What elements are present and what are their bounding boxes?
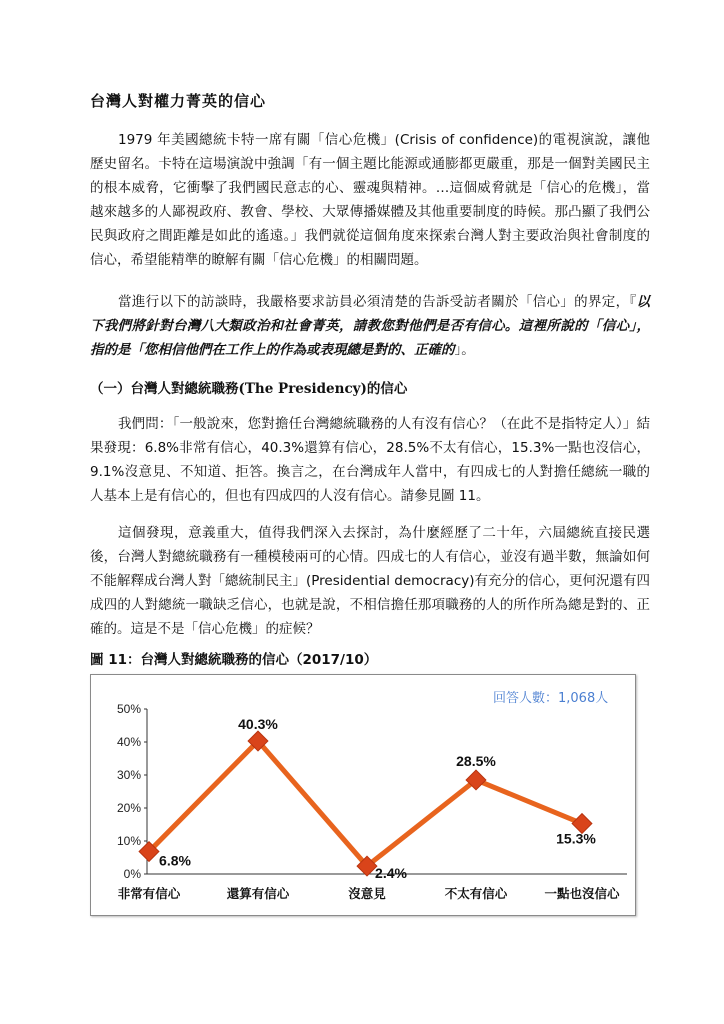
y-tick-label: 50% [116,702,141,716]
y-tick-label: 20% [116,801,141,815]
data-label: 15.3% [556,830,596,847]
definition-emphasis: 以下我們將針對台灣八大類政治和社會菁英，請教您對他們是否有信心。這裡所說的「信心」，指的是「您相信他們在工作上的作為或表現總是對的、正確的 [90,294,650,358]
x-category-label: 不太有信心 [444,886,508,901]
x-category-label: 一點也沒信心 [544,886,620,901]
y-tick-label: 30% [116,768,141,782]
data-label: 40.3% [238,716,278,733]
paragraph-intro: 1979 年美國總統卡特一席有關「信心危機」(Crisis of confidence)的電視演說，讓他歷史留名。卡特在這場演說中強調「有一個主題比能源或通膨都更嚴重，那是一個對美國民主的根本威脅，它衝擊了我們國民意志的心、靈魂與精神。…這個威脅就是「信心的危機」，當越來越多的人鄙視政府、教會、學校、大眾傳播媒體及其他重要制度的時候。那凸顯了我們公民與政府之間距離是如此的遙遠。」我們就從這個角度來探索台灣人對主要政治與社會制度的信心，希望能精準的瞭解有關「信心危機」的相關問題。 [90,132,650,268]
series-line [149,741,582,866]
paragraph-definition [90,290,650,362]
definition-lead: 當進行以下的訪談時，我嚴格要求訪員必須清楚的告訴受訪者關於「信心」的界定，『 [118,294,637,310]
y-tick-label: 10% [116,834,141,848]
y-tick-label: 40% [116,735,141,749]
figure-caption: 圖 11：台灣人對總統職務的信心（2017/10） [90,652,378,668]
article-title: 台灣人對權力菁英的信心 [90,92,267,110]
section-heading: （一）台灣人對總統職務(The Presidency)的信心 [90,381,408,397]
chart-frame [90,674,636,916]
data-label: 6.8% [159,852,191,869]
definition-end: 」。 [454,342,475,358]
y-tick-label: 0% [123,867,141,881]
paragraph-results: 我們問：「一般說來，您對擔任台灣總統職務的人有沒有信心？（在此不是指特定人）」結果發現：6.8%非常有信心，40.3%還算有信心，28.5%不太有信心，15.3%一點也沒信心，9.1%沒意見、不知道、拒答。換言之，在台灣成年人當中，有四成七的人對擔任總統一職的人基本上是有信心的，但也有四成四的人沒有信心。請參見圖 11。 [90,416,650,504]
respondent-count: 回答人數：1,068人 [493,691,609,706]
x-category-label: 沒意見 [348,886,386,901]
data-label: 28.5% [456,752,496,769]
data-label: 2.4% [375,865,407,882]
x-category-label: 還算有信心 [226,886,290,901]
paragraph-discussion: 這個發現，意義重大，值得我們深入去探討，為什麼經歷了二十年，六屆總統直接民選後，台灣人對總統職務有一種模稜兩可的心情。四成七的人有信心，並沒有過半數，無論如何不能解釋成台灣人對「總統制民主」(Presidential democracy)有充分的信心，更何況還有四成四的人對總統一職缺乏信心，也就是說，不相信擔任那項職務的人的所作所為總是對的、正確的。這是不是「信心危機」的症候？ [90,525,651,637]
x-category-label: 非常有信心 [117,886,181,901]
line-chart [91,675,635,915]
